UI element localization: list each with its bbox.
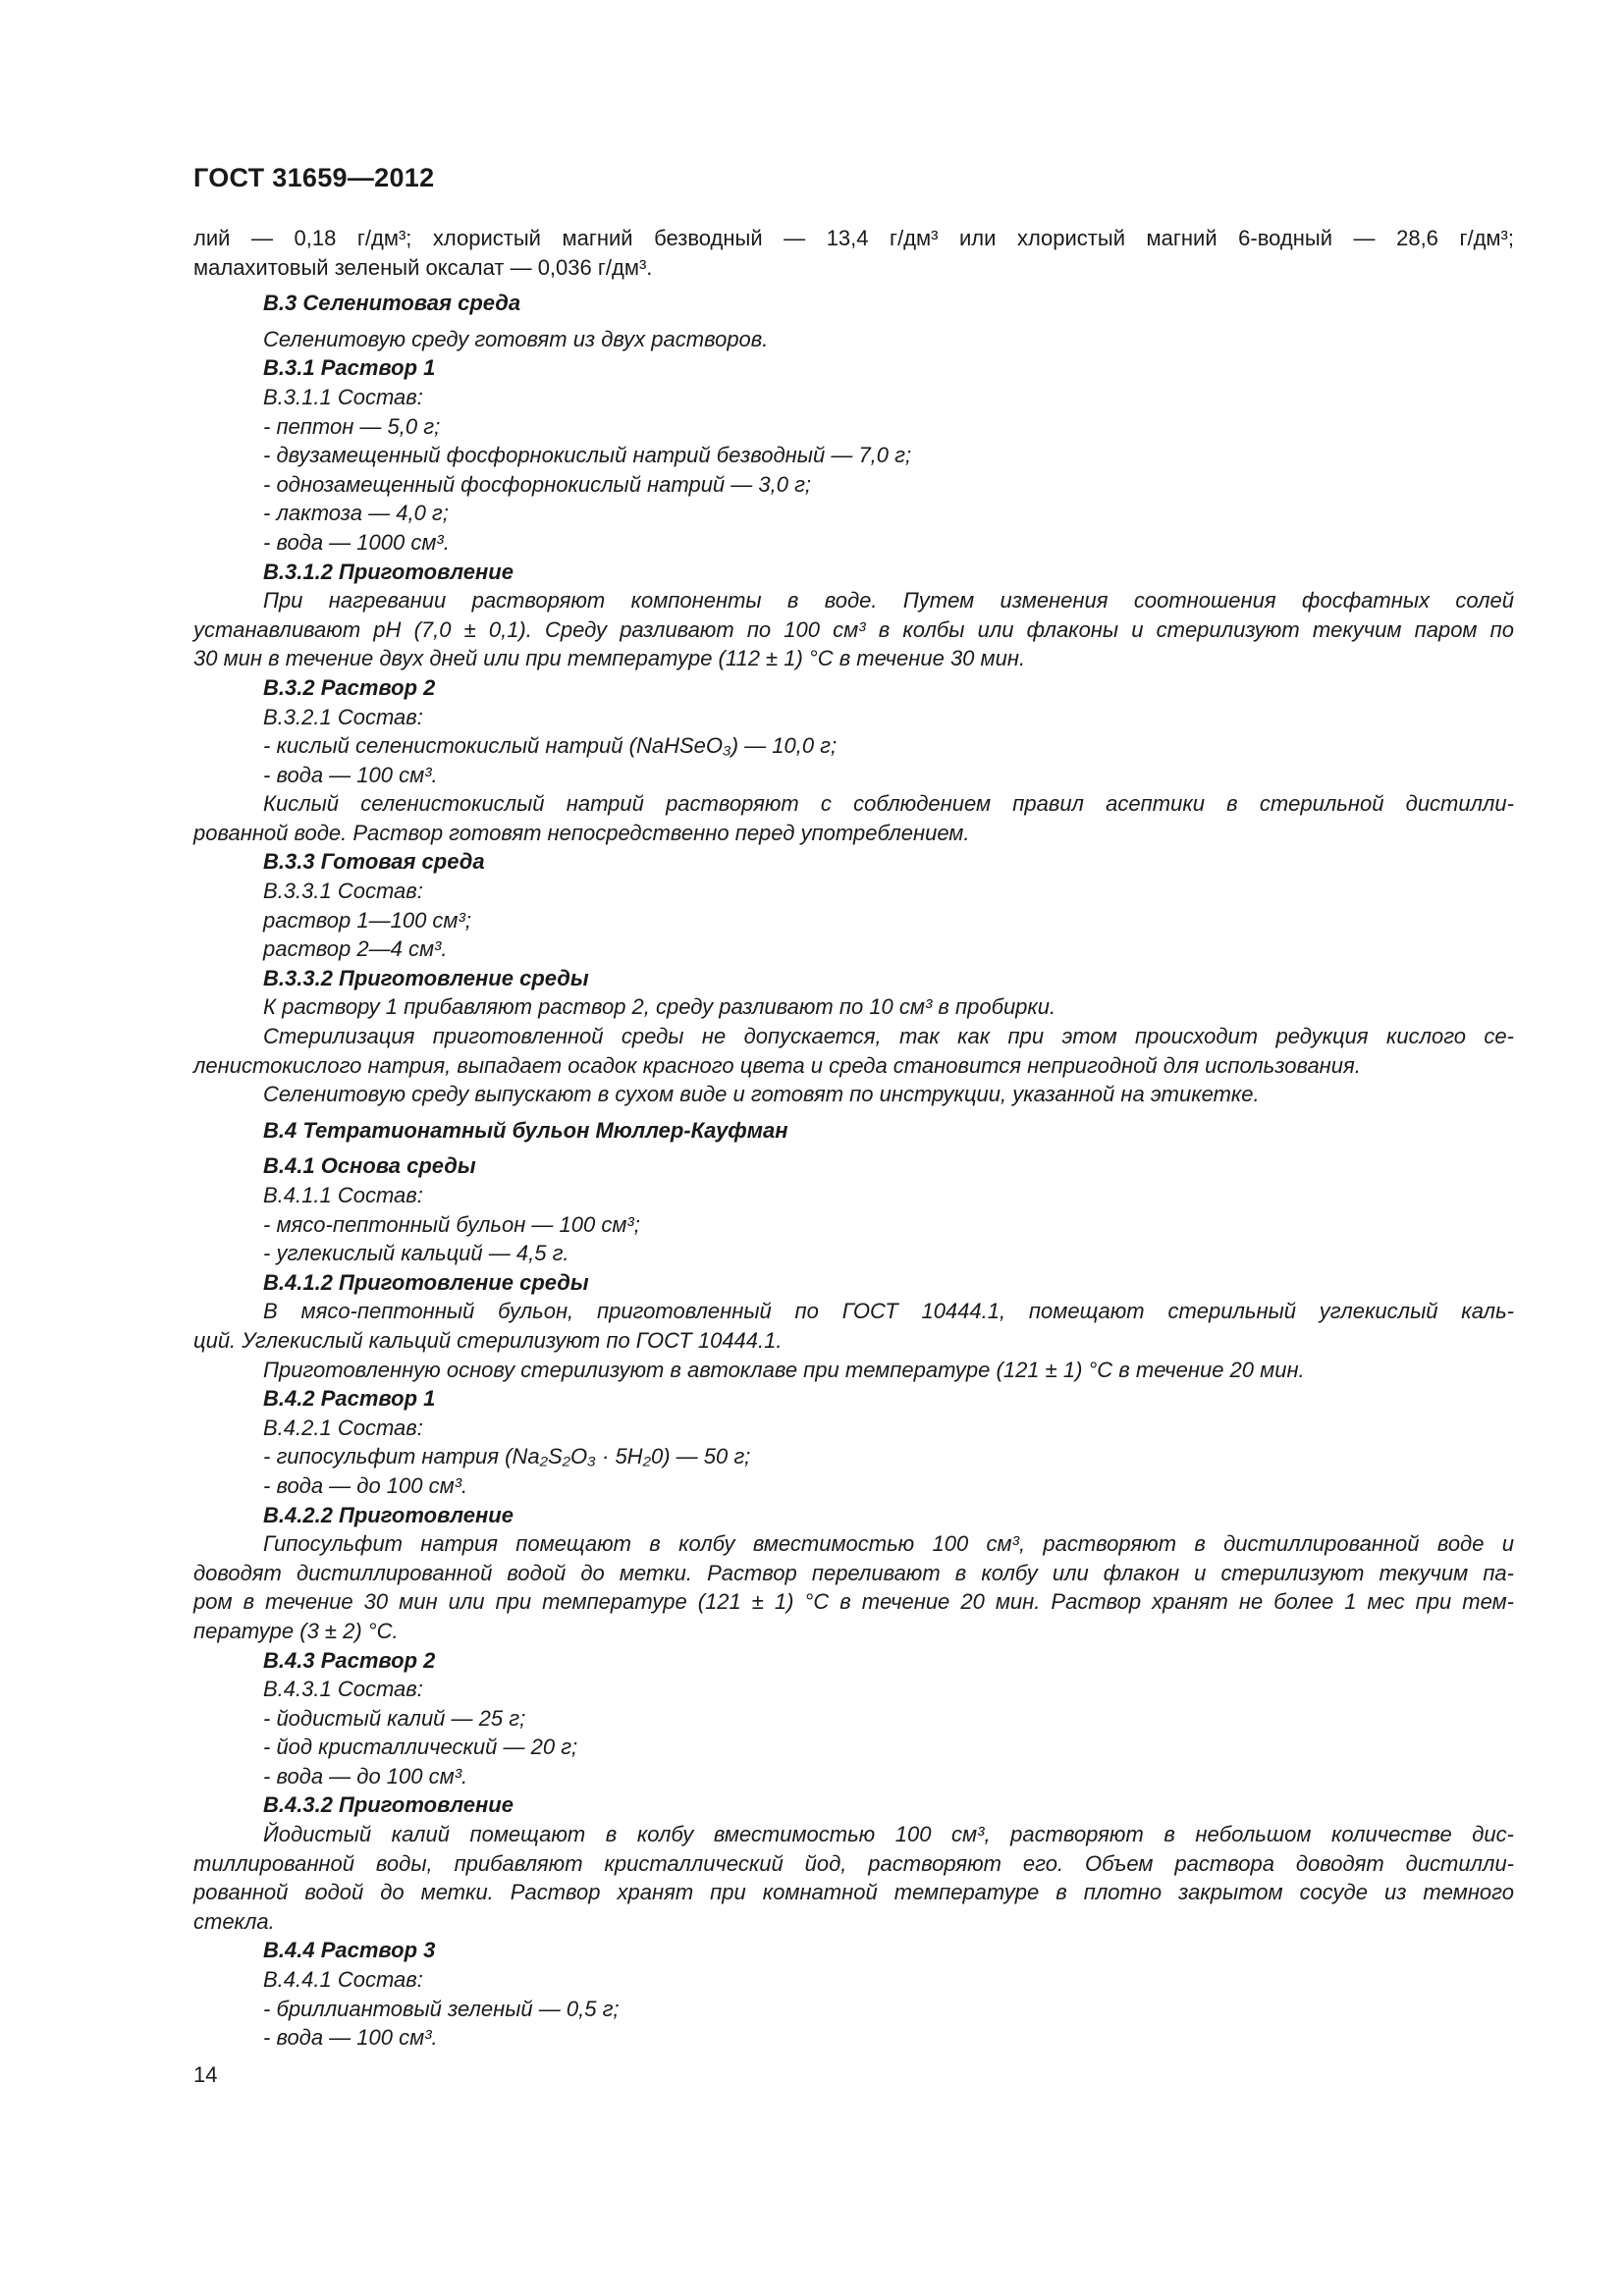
paragraph-line: ром в течение 30 мин или при температуре (121 ± 1) °С в течение 20 мин. Раствор хранят не более 1 мес при тем- — [193, 1589, 1514, 1615]
clause-label: В.4.2.1 Состав: — [263, 1415, 423, 1440]
paragraph-line: малахитовый зеленый оксалат — 0,036 г/дм³. — [193, 254, 653, 280]
list-item: - кислый селенистокислый натрий (NaHSeO₃) — 10,0 г; — [263, 733, 838, 759]
paragraph-line: Гипосульфит натрия помещают в колбу вместимостью 100 см³, растворяют в дистиллированной воде и — [263, 1531, 1514, 1557]
subsection-heading: В.3.3 Готовая среда — [263, 849, 485, 875]
clause-heading: В.4.2.2 Приготовление — [263, 1502, 514, 1527]
list-item: раствор 2—4 см³. — [263, 936, 448, 962]
list-item: - двузамещенный фосфорнокислый натрий безводный — 7,0 г; — [263, 443, 912, 468]
section-heading: В.4 Тетратионатный бульон Мюллер-Кауфман — [263, 1117, 788, 1143]
list-item: - однозамещенный фосфорнокислый натрий — 3,0 г; — [263, 471, 812, 497]
list-item: - йод кристаллический — 20 г; — [263, 1735, 578, 1760]
subsection-heading: В.4.1 Основа среды — [263, 1153, 476, 1179]
paragraph-line: В мясо-пептонный бульон, приготовленный по ГОСТ 10444.1, помещают стерильный углекислый каль- — [263, 1299, 1514, 1324]
list-item: - углекислый кальций — 4,5 г. — [263, 1241, 569, 1266]
clause-label: В.4.4.1 Состав: — [263, 1967, 423, 1993]
subsection-heading: В.3.1 Раствор 1 — [263, 355, 436, 381]
paragraph-line: При нагревании растворяют компоненты в воде. Путем изменения соотношения фосфатных солей — [263, 588, 1514, 614]
list-item: - йодистый калий — 25 г; — [263, 1705, 526, 1731]
paragraph-line: Приготовленную основу стерилизуют в автоклаве при температуре (121 ± 1) °С в течение 20 мин. — [263, 1357, 1305, 1382]
paragraph-line: тиллированной воды, прибавляют кристаллический йод, растворяют его. Объем раствора доводят дистилли- — [193, 1850, 1514, 1876]
paragraph-line: доводят дистиллированной водой до метки. Раствор переливают в колбу или флакон и стерилизуют текучим па- — [193, 1560, 1514, 1585]
paragraph-line: Стерилизация приготовленной среды не допускается, так как при этом происходит редукция кислого се- — [263, 1024, 1514, 1049]
list-item: раствор 1—100 см³; — [263, 907, 471, 933]
list-item: - вода — до 100 см³. — [263, 1763, 468, 1789]
clause-heading: В.3.1.2 Приготовление — [263, 559, 514, 584]
paragraph-line: ций. Углекислый кальций стерилизуют по ГОСТ 10444.1. — [193, 1327, 783, 1353]
list-item: - бриллиантовый зеленый — 0,5 г; — [263, 1996, 620, 2021]
page-number: 14 — [193, 2062, 218, 2087]
paragraph-line: устанавливают рН (7,0 ± 0,1). Среду разливают по 100 см³ в колбы или флаконы и стерилизуют текучим паром по — [193, 616, 1514, 642]
clause-heading: В.3.3.2 Приготовление среды — [263, 965, 589, 990]
list-item: - вода — 1000 см³. — [263, 529, 450, 555]
list-item: - гипосульфит натрия (Na₂S₂O₃ · 5H₂0) — 50 г; — [263, 1444, 751, 1469]
paragraph-line: Селенитовую среду готовят из двух растворов. — [263, 326, 769, 351]
paragraph-line: стекла. — [193, 1908, 275, 1934]
list-item: - лактоза — 4,0 г; — [263, 501, 449, 526]
paragraph-line: Кислый селенистокислый натрий растворяют с соблюдением правил асептики в стерильной дистилли- — [263, 791, 1514, 817]
paragraph-line: 30 мин в течение двух дней или при температуре (112 ± 1) °С в течение 30 мин. — [193, 646, 1026, 671]
section-heading: В.3 Селенитовая среда — [263, 291, 521, 316]
list-item: - вода — до 100 см³. — [263, 1472, 468, 1498]
clause-label: В.3.3.1 Состав: — [263, 879, 423, 904]
list-item: - вода — 100 см³. — [263, 762, 438, 787]
page-content — [193, 224, 1514, 2053]
subsection-heading: В.3.2 Раствор 2 — [263, 674, 436, 700]
clause-heading: В.4.3.2 Приготовление — [263, 1792, 514, 1818]
document-header: ГОСТ 31659—2012 — [193, 163, 435, 192]
subsection-heading: В.4.3 Раствор 2 — [263, 1647, 436, 1673]
list-item: - вода — 100 см³. — [263, 2025, 438, 2051]
list-item: - мясо-пептонный бульон — 100 см³; — [263, 1211, 640, 1237]
clause-heading: В.4.1.2 Приготовление среды — [263, 1269, 589, 1295]
paragraph-line: К раствору 1 прибавляют раствор 2, среду разливают по 10 см³ в пробирки. — [263, 994, 1056, 1020]
paragraph-line: лий — 0,18 г/дм³; хлористый магний безводный — 13,4 г/дм³ или хлористый магний 6-водный — 28,6 г/дм³; — [193, 226, 1514, 250]
paragraph-line: Селенитовую среду выпускают в сухом виде и готовят по инструкции, указанной на этикетке. — [263, 1082, 1260, 1107]
paragraph-line: ленистокислого натрия, выпадает осадок красного цвета и среда становится непригодной для использования. — [193, 1052, 1361, 1078]
clause-label: В.4.1.1 Состав: — [263, 1183, 423, 1207]
clause-label: В.3.2.1 Состав: — [263, 704, 423, 729]
list-item: - пептон — 5,0 г; — [263, 413, 441, 439]
paragraph-line: Йодистый калий помещают в колбу вместимостью 100 см³, растворяют в небольшом количестве дис- — [263, 1822, 1514, 1847]
clause-label: В.4.3.1 Состав: — [263, 1677, 423, 1702]
subsection-heading: В.4.2 Раствор 1 — [263, 1386, 436, 1412]
paragraph-line: пературе (3 ± 2) °С. — [193, 1618, 399, 1643]
subsection-heading: В.4.4 Раствор 3 — [263, 1938, 436, 1963]
clause-label: В.3.1.1 Состав: — [263, 384, 423, 409]
paragraph-line: рованной водой до метки. Раствор хранят при комнатной температуре в плотно закрытом сосуде из темного — [193, 1880, 1514, 1905]
paragraph-line: рованной воде. Раствор готовят непосредственно перед употреблением. — [193, 820, 970, 845]
